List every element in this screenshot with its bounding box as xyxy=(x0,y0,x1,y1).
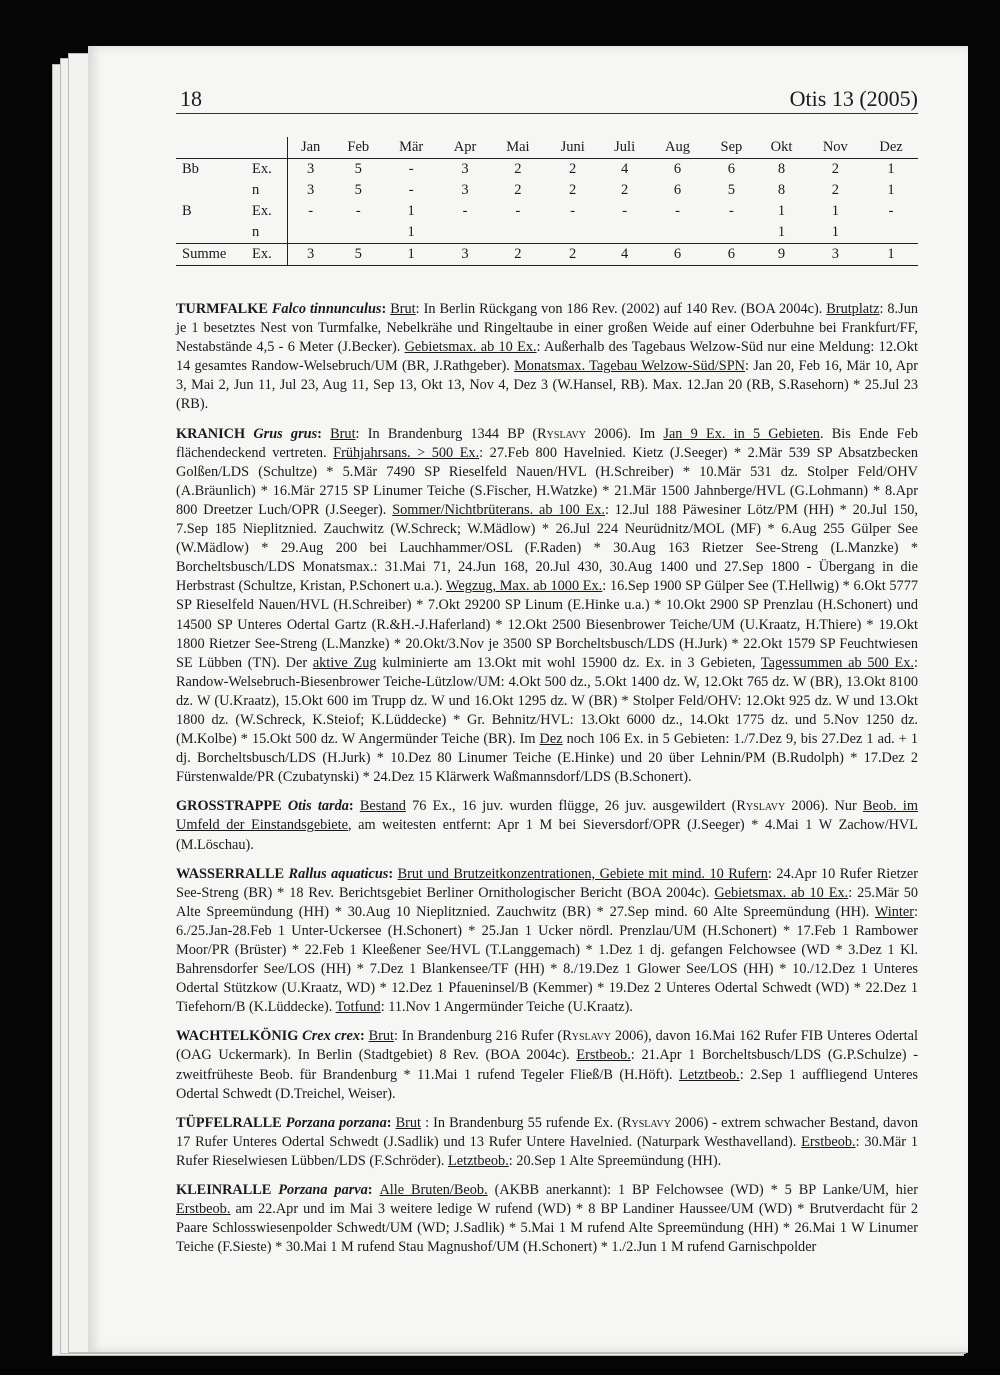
table-cell: 3 xyxy=(461,182,469,198)
text-segment: : 2.Sep 1 auffliegend Unteres Odertal Schwedt (D.Treichel, Weiser). xyxy=(176,1066,918,1102)
table-cell xyxy=(439,222,491,244)
table-cell: 1 xyxy=(407,224,415,240)
row-region xyxy=(176,180,252,201)
month-header: Dez xyxy=(864,137,918,159)
table-header-row xyxy=(176,137,918,159)
section-label: Brut und Brutzeitkonzentrationen, Gebiete mit mind. 10 Rufern xyxy=(397,865,768,882)
species-latin: Otis tarda xyxy=(287,798,349,815)
text-segment: 2006). Im xyxy=(585,425,664,442)
table-cell: - xyxy=(462,203,468,219)
author-citation: Ryslavy xyxy=(537,425,586,442)
table-cell: 1 xyxy=(831,203,839,219)
table-cell: 1 xyxy=(887,161,895,177)
species-name: KRANICH xyxy=(176,425,246,442)
row-type: n xyxy=(252,180,288,201)
month-header: Aug xyxy=(649,137,707,159)
table-cell: - xyxy=(408,182,414,198)
table-row xyxy=(176,222,918,244)
text-segment: : 20.Sep 1 Alte Spreemündung (HH). xyxy=(508,1152,722,1169)
species-accounts xyxy=(176,300,918,1267)
table-cell: 2 xyxy=(545,244,601,266)
table-row xyxy=(176,201,918,222)
text-segment: , am weitesten entfernt: Apr 1 M bei Sieversdorf/OPR (J.Seeger) * 4.Mai 1 W Zachow/HVL (M.Löschau). xyxy=(176,817,918,853)
table-cell: - xyxy=(408,161,414,177)
text-segment: : 11.Nov 1 Angermünder Teiche (U.Kraatz). xyxy=(380,999,633,1016)
table-cell xyxy=(649,222,707,244)
table-row xyxy=(176,159,918,181)
species-name: WACHTELKÖNIG xyxy=(176,1028,299,1045)
text-segment: : Jan 20, Feb 16, Mär 10, Apr 3, Mai 2, Jun 11, Jul 23, Aug 11, Sep 13, Okt 13, Nov 4, Dez 3 (W.Hansel, RB). Max. 12.Jan 20 (RB, S.Rasehorn) * 25.Jul 23 (RB). xyxy=(176,358,919,413)
text-segment: : 24.Apr 10 Rufer Rietzer See-Streng (BR) * 18 Rev. Berichtsgebiet Berliner Ornithologischer Bericht (BOA 2004c). xyxy=(176,865,918,901)
table-cell: - xyxy=(675,203,680,219)
table-cell: 5 xyxy=(727,182,735,198)
table-cell: 1 xyxy=(831,224,839,240)
table-cell: 6 xyxy=(706,244,756,266)
table-row xyxy=(176,180,918,201)
section-label: Erstbeob. xyxy=(176,1201,231,1218)
month-header: Okt xyxy=(756,137,806,159)
section-label: Wegzug, Max. ab 1000 Ex. xyxy=(446,578,603,595)
text-segment: : 21.Apr 1 Borcheltsbusch/LDS (G.P.Schulze) - zweitfrüheste Beob. für Brandenburg * 11.Mai 1 rufend Tegeler Fließ/B (H.Höft). xyxy=(176,1047,918,1083)
table-cell: 1 xyxy=(383,244,439,266)
table-cell: 2 xyxy=(621,182,629,198)
header-rule xyxy=(176,113,918,114)
text-segment: : 25.Mär 50 Alte Spreemündung (HH) * 30.Aug 10 Nieplitznied. Zauchwitz (BR) * 27.Sep mind. 60 Alte Spreemündung (HH). xyxy=(176,884,918,920)
row-region: Summe xyxy=(176,244,252,266)
section-label: Erstbeob. xyxy=(576,1047,631,1064)
section-label: Alle Bruten/Beob. xyxy=(379,1182,488,1199)
table-cell xyxy=(545,222,601,244)
species-entry: WACHTELKÖNIG Crex crex: Brut: In Brandenburg 216 Rufer (Ryslavy 2006), davon 16.Mai 162 Rufer FIB Unteres Odertal (OAG Uckermark). In Berlin (Stadtgebiet) 8 Rev. (BOA 2004c). Erstbeob.: 21.Apr 1 Borcheltsbusch/LDS (G.P.Schulze) - zweitfrüheste Beob. für Brandenburg * 11.Mai 1 rufend Tegeler Fließ/B (H.Höft). Letztbeob.: 2.Sep 1 auffliegend Unteres Odertal Schwedt (D.Treichel, Weiser). xyxy=(176,1028,918,1102)
table-cell: - xyxy=(355,203,361,219)
section-label: Brutplatz xyxy=(826,301,880,317)
species-name: TURMFALKE xyxy=(176,301,268,317)
species-latin: Falco tinnunculus xyxy=(271,301,382,317)
table-cell: 2 xyxy=(831,161,839,177)
table-cell xyxy=(333,222,383,244)
month-header: Nov xyxy=(807,137,865,159)
section-label: Sommer/Nichtbrüterans. ab 100 Ex. xyxy=(392,501,605,518)
text-segment: kulminierte am 13.Okt mit wohl 15900 dz. Ex. in 3 Gebieten, xyxy=(376,654,761,671)
row-type: Ex. xyxy=(252,244,288,266)
month-header: Juli xyxy=(601,137,649,159)
table-cell: 1 xyxy=(407,203,415,219)
table-cell: - xyxy=(622,203,628,219)
species-entry: TURMFALKE Falco tinnunculus: Brut: In Berlin Rückgang von 186 Rev. (2002) auf 140 Rev. (BOA 2004c). Brutplatz: 8.Jun je 1 besetztes Nest von Turmfalke, Nebelkrähe und Ringeltaube in einer großen Weide auf einer Oderbuhne bei Frankfurt/FF, Nestabstände 4,5 - 6 Meter (J.Becker). Gebietsmax. ab 10 Ex.: Außerhalb des Tagebaus Welzow-Süd nur eine Meldung: 12.Okt 14 gesamtes Randow-Welsebruch/UM (BR, J.Rathgeber). Monatsmax. Tagebau Welzow-Süd/SPN: Jan 20, Feb 16, Mär 10, Apr 3, Mai 2, Jun 11, Jul 23, Aug 11, Sep 13, Okt 13, Nov 4, Dez 3 (W.Hansel, RB). Max. 12.Jan 20 (RB, S.Rasehorn) * 25.Jul 23 (RB). xyxy=(176,301,919,413)
row-region: B xyxy=(182,203,192,219)
table-cell: 3 xyxy=(288,244,334,266)
text-segment: : In Berlin Rückgang von 186 Rev. (2002) auf 140 Rev. (BOA 2004c). xyxy=(415,301,827,317)
section-label: Jan 9 Ex. in 5 Gebieten xyxy=(663,425,820,442)
row-type: n xyxy=(252,222,288,244)
text-segment: : 16.Sep 1900 SP Gülper See (T.Hellwig) * 6.Okt 5777 SP Rieselfeld Nauen/HVL (H.Schreiber) * 7.Okt 29200 SP Linum (E.Hinke u.a.) * 10.Okt 2900 SP Prenzlau (H.Schonert) und 14500 SP Unteres Odertal Gartz (R.&H.-J.Haferland) * 12.Okt 2500 Biesenbrower Teiche/UM (U.Kraatz, H.Thiere) * 19.Okt 1800 Rietzer See-Streng (L.Manzke) * 20.Okt/3.Nov je 3500 SP Borcheltsbusch/LDS (H.Jurk) * 22.Okt 1579 SP Feuchtwiesen SE Lübben (TN). Der xyxy=(176,578,918,671)
species-entry: KRANICH Grus grus: Brut: In Brandenburg 1344 BP (Ryslavy 2006). Im Jan 9 Ex. in 5 Gebieten. Bis Ende Feb flächendeckend vertreten. Frühjahrsans. > 500 Ex.: 27.Feb 800 Havelnied. Kietz (J.Seeger) * 2.Mär 539 SP Absatzbecken Golßen/LDS (Schultze) * 5.Mär 7490 SP Rieselfeld Nauen/HVL (H.Schreiber) * 10.Mär 531 dz. Stolper Feld/OHV (A.Bräunlich) * 16.Mär 2715 SP Linumer Teiche (S.Fischer, H.Watzke) * 21.Mär 1500 Jahnberge/HVL (G.Lohmann) * 8.Apr 800 Dreetzer Luch/OPR (J.Seeger). Sommer/Nichtbrüterans. ab 100 Ex.: 12.Jul 188 Päwesiner Lötz/PM (HH) * 20.Jul 150, 7.Sep 185 Nieplitznied. Zauchwitz (W.Schreck; W.Mädlow) * 26.Jul 224 Neurüdnitz/MOL (MF) * 6.Aug 255 Gülper See (W.Mädlow) * 29.Aug 200 bei Lauchhammer/OSL (F.Raden) * 30.Aug 163 Rietzer See-Streng (L.Manzke) * Borcheltsbusch/LDS Monatsmax.: 31.Mai 71, 24.Jun 168, 20.Jul 430, 30.Aug 1400 und 27.Sep 1800 - Übergang in die Herbstrast (Schultze, Kristan, P.Schonert u.a.). Wegzug, Max. ab 1000 Ex.: 16.Sep 1900 SP Gülper See (T.Hellwig) * 6.Okt 5777 SP Rieselfeld Nauen/HVL (H.Schreiber) * 7.Okt 29200 SP Linum (E.Hinke u.a.) * 10.Okt 2900 SP Prenzlau (H.Schonert) und 14500 SP Unteres Odertal Gartz (R.&H.-J.Haferland) * 12.Okt 2500 Biesenbrower Teiche/UM (U.Kraatz, H.Thiere) * 19.Okt 1800 Rietzer See-Streng (L.Manzke) * 20.Okt/3.Nov je 3500 SP Borcheltsbusch/LDS (H.Jurk) * 22.Okt 1579 SP Feuchtwiesen SE Lübben (TN). Der aktive Zug kulminierte am 13.Okt mit wohl 15900 dz. Ex. in 3 Gebieten, Tagessummen ab 500 Ex.: Randow-Welsebruch-Biesenbrower Teiche-Lützlow/UM: 4.Okt 500 dz., 5.Okt 1400 dz. W, 12.Okt 765 dz. W (BR), 13.Okt 8100 dz. W (U.Kraatz), 15.Okt 600 im Trupp dz. W und 16.Okt 1295 dz. W (BR) * Stolper Feld/OHV: 12.Okt 925 dz. W und 13.Okt 1800 dz. (W.Schreck, K.Steiof; K.Lüddecke) * Gr. Behnitz/HVL: 13.Okt 6000 dz., 14.Okt 1775 dz. und 5.Nov 1250 dz. (M.Kolbe) * 15.Okt 500 dz. W Angermünder Teiche (BR). Im Dez noch 106 Ex. in 5 Gebieten: 1./7.Dez 9, bis 27.Dez 1 ad. + 1 dj. Borcheltsbusch/LDS (H.Jurk) * 10.Dez 80 Linumer Teiche (E.Hinke) und 20 über Lehnin/PM (B.Rudolph) * 17.Dez 2 Fürstenwalde/PR (Czubatynski) * 24.Dez 15 Klärwerk Waßmannsdorf/LDS (B.Schonert). xyxy=(176,425,918,786)
table-cell: 3 xyxy=(807,244,865,266)
table-cell: 6 xyxy=(673,161,682,177)
table-cell: 1 xyxy=(887,182,895,198)
table-cell: 8 xyxy=(777,182,786,198)
section-label: Letztbeob. xyxy=(678,1066,740,1083)
table-cell: 2 xyxy=(514,182,522,198)
table-cell: 4 xyxy=(601,244,649,266)
text-segment: : In Brandenburg 1344 BP ( xyxy=(355,425,538,442)
table-cell xyxy=(491,222,545,244)
species-name: KLEINRALLE xyxy=(176,1182,272,1199)
table-cell: - xyxy=(308,203,314,219)
text-segment: : In Brandenburg 216 Rufer ( xyxy=(394,1028,563,1045)
section-label: Gebietsmax. ab 10 Ex. xyxy=(404,339,537,356)
text-segment: (AKBB anerkannt): 1 BP Felchowsee (WD) * 5 BP Lanke/UM, hier xyxy=(487,1182,919,1199)
table-row xyxy=(176,244,918,266)
table-cell: 6 xyxy=(727,161,735,177)
table-cell: 6 xyxy=(649,244,707,266)
table-cell: 5 xyxy=(354,182,362,198)
species-latin: Porzana porzana xyxy=(285,1114,387,1131)
month-header: Feb xyxy=(333,137,383,159)
row-type: Ex. xyxy=(252,159,288,181)
author-citation: Ryslavy xyxy=(736,798,786,815)
row-region xyxy=(176,222,252,244)
text-segment: : 27.Feb 800 Havelnied. Kietz (J.Seeger) * 2.Mär 539 SP Absatzbecken Golßen/LDS (Schultze) * 5.Mär 7490 SP Rieselfeld Nauen/HVL (H.Schreiber) * 10.Mär 531 dz. Stolper Feld/OHV (A.Bräunlich) * 16.Mär 2715 SP Linumer Teiche (S.Fischer, H.Watzke) * 21.Mär 1500 Jahnberge/HVL (G.Lohmann) * 8.Apr 800 Dreetzer Luch/OPR (J.Seeger). xyxy=(176,444,918,518)
species-entry: KLEINRALLE Porzana parva: Alle Bruten/Beob. (AKBB anerkannt): 1 BP Felchowsee (WD) * 5 BP Lanke/UM, hier Erstbeob. am 22.Apr und im Mai 3 weitere ledige W rufend (WD) * 8 BP Landiner Haussee/UM (WD) * Brutverdacht für 2 Paare Schlosswiesenpolder Schwedt/UM (WD; J.Sadlik) * 5.Mai 1 M rufend Alte Spreemündung (HH) * 26.Mai 1 W Linumer Teiche (F.Sieste) * 30.Mai 1 M rufend Stau Magnushof/UM (H.Schonert) * 1./2.Jun 1 M rufend Garnischpolder xyxy=(176,1182,919,1256)
running-header xyxy=(176,86,918,116)
species-name: WASSERRALLE xyxy=(176,865,285,882)
species-entry: TÜPFELRALLE Porzana porzana: Brut : In Brandenburg 55 rufende Ex. (Ryslavy 2006) - extrem schwacher Bestand, davon 17 Rufer Unteres Odertal Schwedt (J.Sadlik) und 13 Rufer Untere Havelnied. (Naturpark Westhavelland). Erstbeob.: 30.Mär 1 Rufer Rieselwiesen Lübben/LDS (F.Schröder). Letztbeob.: 20.Sep 1 Alte Spreemündung (HH). xyxy=(176,1114,918,1169)
table-cell: 3 xyxy=(306,182,315,198)
text-segment: : 6./25.Jan-28.Feb 1 Unter-Uckersee (H.Schonert) * 25.Jan 1 Ucker nördl. Prenzlau/UM (H.Schonert) * 17.Feb 1 Rambower Moor/PR (Brüster) * 22.Feb 1 Kleeßener See/HVL (T.Langgemach) * 1.Dez 1 dj. gefangen Felchowsee (WD * 3.Dez 1 Kl. Bahrensdorfer See/LOS (HH) * 7.Dez 1 Blankensee/TF (HH) * 8./19.Dez 1 Glower See/LOS (HH) * 10./12.Dez 1 Unteres Odertal Stützkow (U.Kraatz, WD) * 12.Dez 1 Pfaueninsel/B (Kemmer) * 19.Dez 2 Unteres Odertal Schwedt (WD) * 22.Dez 1 Tiefehorn/B (K.Lüddecke). xyxy=(176,903,918,1016)
table-cell: - xyxy=(570,203,576,219)
table-cell: 3 xyxy=(461,161,469,177)
text-segment: : Randow-Welsebruch-Biesenbrower Teiche-Lützlow/UM: 4.Okt 500 dz., 5.Okt 1400 dz. W, 12.Okt 765 dz. W (BR), 13.Okt 8100 dz. W (U.Kraatz), 15.Okt 600 im Trupp dz. W und 16.Okt 1295 dz. W (BR) * Stolper Feld/OHV: 12.Okt 925 dz. W und 13.Okt 1800 dz. (W.Schreck, K.Steiof; K.Lüddecke) * Gr. Behnitz/HVL: 13.Okt 6000 dz., 14.Okt 1775 dz. und 5.Nov 1250 dz. (M.Kolbe) * 15.Okt 500 dz. W Angermünder Teiche (BR). Im xyxy=(176,654,918,748)
table-cell: - xyxy=(888,203,894,219)
section-label: Tagessummen ab 500 Ex. xyxy=(760,654,914,671)
text-segment: : 12.Jul 188 Päwesiner Lötz/PM (HH) * 20.Jul 150, 7.Sep 185 Nieplitznied. Zauchwitz (W.Schreck; W.Mädlow) * 26.Jul 224 Neurüdnitz/MOL (MF) * 6.Aug 255 Gülper See (W.Mädlow) * 29.Aug 200 bei Lauchhammer/OSL (F.Raden) * 30.Aug 163 Rietzer See-Streng (L.Manzke) * Borcheltsbusch/LDS Monatsmax.: 31.Mai 71, 24.Jun 168, 20.Jul 430, 30.Aug 1400 und 27.Sep 1800 - Übergang in die Herbstrast (Schultze, Kristan, P.Schonert u.a.). xyxy=(176,501,918,595)
table-cell: 2 xyxy=(491,244,545,266)
table-cell xyxy=(288,222,334,244)
monthly-table xyxy=(176,137,918,266)
species-latin: Rallus aquaticus xyxy=(288,865,389,882)
table-cell: 4 xyxy=(621,161,629,177)
species-entry: GROSSTRAPPE Otis tarda: Bestand 76 Ex., 16 juv. wurden flügge, 26 juv. ausgewildert (Ryslavy 2006). Nur Beob. im Umfeld der Einstandsgebiete, am weitesten entfernt: Apr 1 M bei Sieversdorf/OPR (J.Seeger) * 4.Mai 1 W Zachow/HVL (M.Löschau). xyxy=(176,798,919,853)
table-cell: 3 xyxy=(306,161,315,177)
section-label: Winter xyxy=(874,903,915,920)
month-header: Sep xyxy=(706,137,756,159)
section-label: Beob. im Umfeld der Einstandsgebiete xyxy=(176,798,919,834)
text-segment: . Bis Ende Feb flächendeckend vertreten. xyxy=(176,425,918,461)
table-cell: 6 xyxy=(673,182,682,198)
table-cell xyxy=(706,222,756,244)
text-segment: 2006). Nur xyxy=(785,798,863,815)
table-cell: 8 xyxy=(777,161,786,177)
month-header: Mär xyxy=(383,137,439,159)
author-citation: Ryslavy xyxy=(621,1114,671,1131)
section-label: Bestand xyxy=(359,798,406,815)
text-segment: : Außerhalb des Tagebaus Welzow-Süd nur eine Meldung: 12.Okt 14 gesamtes Randow-Welsebruch/UM (BR, J.Rathgeber). xyxy=(176,339,919,375)
table-cell xyxy=(864,222,918,244)
table-cell xyxy=(601,222,649,244)
page-number: 18 xyxy=(180,86,202,111)
section-label: Brut xyxy=(368,1028,395,1045)
section-label: Frühjahrsans. > 500 Ex. xyxy=(333,444,480,461)
table-cell: - xyxy=(515,203,521,219)
text-segment: : 8.Jun je 1 besetztes Nest von Turmfalke, Nebelkrähe und Ringeltaube in einer großen Weide auf einer Oderbuhne bei Frankfurt/FF, Nestabstände 4,5 - 6 Meter (J.Becker). xyxy=(176,301,918,356)
table-cell: 2 xyxy=(569,161,577,177)
section-label: aktive Zug xyxy=(312,654,377,671)
table-cell: 9 xyxy=(756,244,806,266)
month-header: Juni xyxy=(545,137,601,159)
species-latin: Porzana parva xyxy=(278,1182,368,1199)
row-type: Ex. xyxy=(252,201,288,222)
section-label: Dez xyxy=(539,731,563,748)
section-label: Gebietsmax. ab 10 Ex. xyxy=(714,884,849,901)
text-segment: 2006) - extrem schwacher Bestand, davon 17 Rufer Unteres Odertal Schwedt (J.Sadlik) und 13 Rufer Untere Havelnied. (Naturpark Westhavelland). xyxy=(176,1114,918,1150)
table-cell: 2 xyxy=(514,161,522,177)
journal-title: Otis 13 (2005) xyxy=(789,86,918,111)
text-segment: : In Brandenburg 55 rufende Ex. ( xyxy=(421,1114,622,1131)
section-label: Totfund xyxy=(335,999,381,1016)
species-name: TÜPFELRALLE xyxy=(176,1114,282,1131)
table-cell: 1 xyxy=(777,224,786,240)
text-segment: am 22.Apr und im Mai 3 weitere ledige W rufend (WD) * 8 BP Landiner Haussee/UM (WD) * Brutverdacht für 2 Paare Schlosswiesenpolder Schwedt/UM (WD; J.Sadlik) * 5.Mai 1 M rufend Alte Spreemündung (HH) * 26.Mai 1 W Linumer Teiche (F.Sieste) * 30.Mai 1 M rufend Stau Magnushof/UM (H.Schonert) * 1./2.Jun 1 M rufend Garnischpolder xyxy=(176,1201,918,1256)
table-cell: 1 xyxy=(777,203,786,219)
month-header: Jan xyxy=(288,137,334,159)
table-cell: 3 xyxy=(439,244,491,266)
species-latin: Crex crex xyxy=(302,1028,360,1045)
table-cell: 5 xyxy=(333,244,383,266)
table-cell: 2 xyxy=(569,182,577,198)
table-cell: 2 xyxy=(831,182,839,198)
species-name: GROSSTRAPPE xyxy=(176,798,282,815)
text-segment: noch 106 Ex. in 5 Gebieten: 1./7.Dez 9, bis 27.Dez 1 ad. + 1 dj. Borcheltsbusch/LDS (H.Jurk) * 10.Dez 80 Linumer Teiche (E.Hinke) und 20 über Lehnin/PM (B.Rudolph) * 17.Dez 2 Fürstenwalde/PR (Czubatynski) * 24.Dez 15 Klärwerk Waßmannsdorf/LDS (B.Schonert). xyxy=(176,731,918,786)
table-cell: - xyxy=(728,203,734,219)
month-header: Mai xyxy=(491,137,545,159)
section-label: Brut xyxy=(395,1114,422,1131)
species-latin: Grus grus xyxy=(253,425,318,442)
table-cell: 1 xyxy=(864,244,918,266)
text-segment: : 30.Mär 1 Rufer Rieselwiesen Lübben/LDS (F.Schröder). xyxy=(176,1133,918,1169)
section-label: Brut xyxy=(330,425,356,442)
table-cell: 5 xyxy=(354,161,362,177)
species-entry: WASSERRALLE Rallus aquaticus: Brut und Brutzeitkonzentrationen, Gebiete mit mind. 10 Rufern: 24.Apr 10 Rufer Rietzer See-Streng (BR) * 18 Rev. Berichtsgebiet Berliner Ornithologischer Bericht (BOA 2004c). Gebietsmax. ab 10 Ex.: 25.Mär 50 Alte Spreemündung (HH) * 30.Aug 10 Nieplitznied. Zauchwitz (BR) * 27.Sep mind. 60 Alte Spreemündung (HH). Winter: 6./25.Jan-28.Feb 1 Unter-Uckersee (H.Schonert) * 25.Jan 1 Ucker nördl. Prenzlau/UM (H.Schonert) * 17.Feb 1 Rambower Moor/PR (Brüster) * 22.Feb 1 Kleeßener See/HVL (T.Langgemach) * 1.Dez 1 dj. gefangen Felchowsee (WD * 3.Dez 1 Kl. Bahrensdorfer See/LOS (HH) * 7.Dez 1 Blankensee/TF (HH) * 8./19.Dez 1 Glower See/LOS (HH) * 10./12.Dez 1 Unteres Odertal Stützkow (U.Kraatz, WD) * 12.Dez 1 Pfaueninsel/B (Kemmer) * 19.Dez 2 Unteres Odertal Schwedt (WD) * 22.Dez 1 Tiefehorn/B (K.Lüddecke). Totfund: 11.Nov 1 Angermünder Teiche (U.Kraatz). xyxy=(176,865,918,1016)
author-citation: Ryslavy xyxy=(562,1028,611,1045)
text-segment: 2006), davon 16.Mai 162 Rufer FIB Unteres Odertal (OAG Uckermark). In Berlin (Stadtgebiet) 8 Rev. (BOA 2004c). xyxy=(176,1028,918,1064)
section-label: Erstbeob. xyxy=(801,1133,856,1150)
month-header: Apr xyxy=(439,137,491,159)
text-segment: 76 Ex., 16 juv. wurden flügge, 26 juv. ausgewildert ( xyxy=(405,798,737,815)
section-label: Brut xyxy=(390,301,416,317)
section-label: Monatsmax. Tagebau Welzow-Süd/SPN xyxy=(514,358,746,375)
section-label: Letztbeob. xyxy=(448,1152,509,1169)
row-region: Bb xyxy=(182,161,199,177)
